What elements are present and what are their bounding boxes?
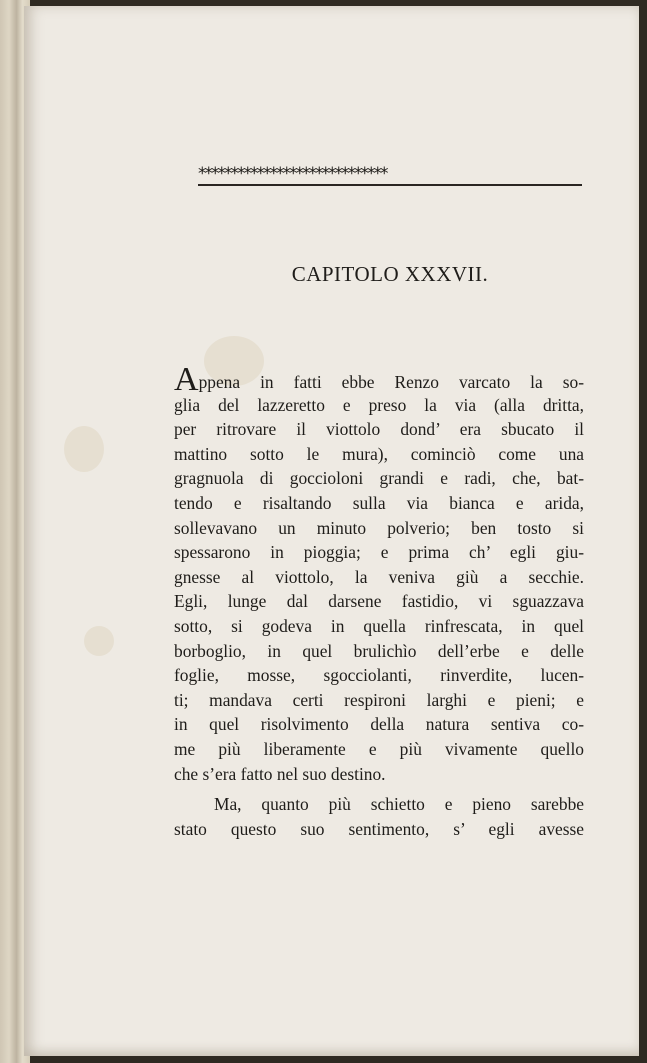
text-line: gnesse al viottolo, la veniva giù a secchie. xyxy=(174,566,584,587)
text-line: sotto, si godeva in quella rinfrescata, in quel xyxy=(174,615,584,636)
paragraph-2 xyxy=(174,792,584,841)
text-line: spessarono in pioggia; e prima ch’ egli giu- xyxy=(174,542,584,563)
text-line: foglie, mosse, sgocciolanti, rinverdite, lucen- xyxy=(174,665,584,686)
text-line: borboglio, in quel brulichìo dell’erbe e delle xyxy=(174,640,584,661)
paper-stain xyxy=(64,426,104,472)
text-line: Egli, lunge dal darsene fastidio, vi sguazzava xyxy=(174,591,584,612)
text-line: ti; mandava certi respironi larghi e pieni; e xyxy=(174,689,584,710)
show-through-text xyxy=(160,200,600,218)
text-line xyxy=(174,361,584,398)
text-line: per ritrovare il viottolo dond’ era sbucato il xyxy=(174,419,584,440)
text-line: gragnuola di goccioloni grandi e radi, che, bat- xyxy=(174,468,584,489)
paper-stain xyxy=(84,626,114,656)
header-ornament: ***************************** xyxy=(198,164,582,186)
text-line: Ma, quanto più schietto e pieno sarebbe xyxy=(214,794,584,815)
text-line: che s’era fatto nel suo destino. xyxy=(174,763,386,784)
text-line: stato questo suo sentimento, s’ egli avesse xyxy=(174,818,584,839)
text-line: me più liberamente e più vivamente quello xyxy=(174,738,584,759)
text-line: tendo e risaltando sulla via bianca e arida, xyxy=(174,492,584,513)
body-text xyxy=(174,361,584,841)
chapter-title: CAPITOLO XXXVII. xyxy=(291,262,489,286)
text-line: glia del lazzeretto e preso la via (alla dritta, xyxy=(174,394,584,415)
text-line: mattino sotto le mura), cominciò come una xyxy=(174,443,584,464)
text-line: sollevavano un minuto polverio; ben tosto si xyxy=(174,517,584,538)
text-line: in quel risolvimento della natura sentiva co- xyxy=(174,714,584,735)
line-text: ppena in fatti ebbe Renzo varcato la so- xyxy=(198,372,584,392)
drop-cap: A xyxy=(174,361,199,398)
